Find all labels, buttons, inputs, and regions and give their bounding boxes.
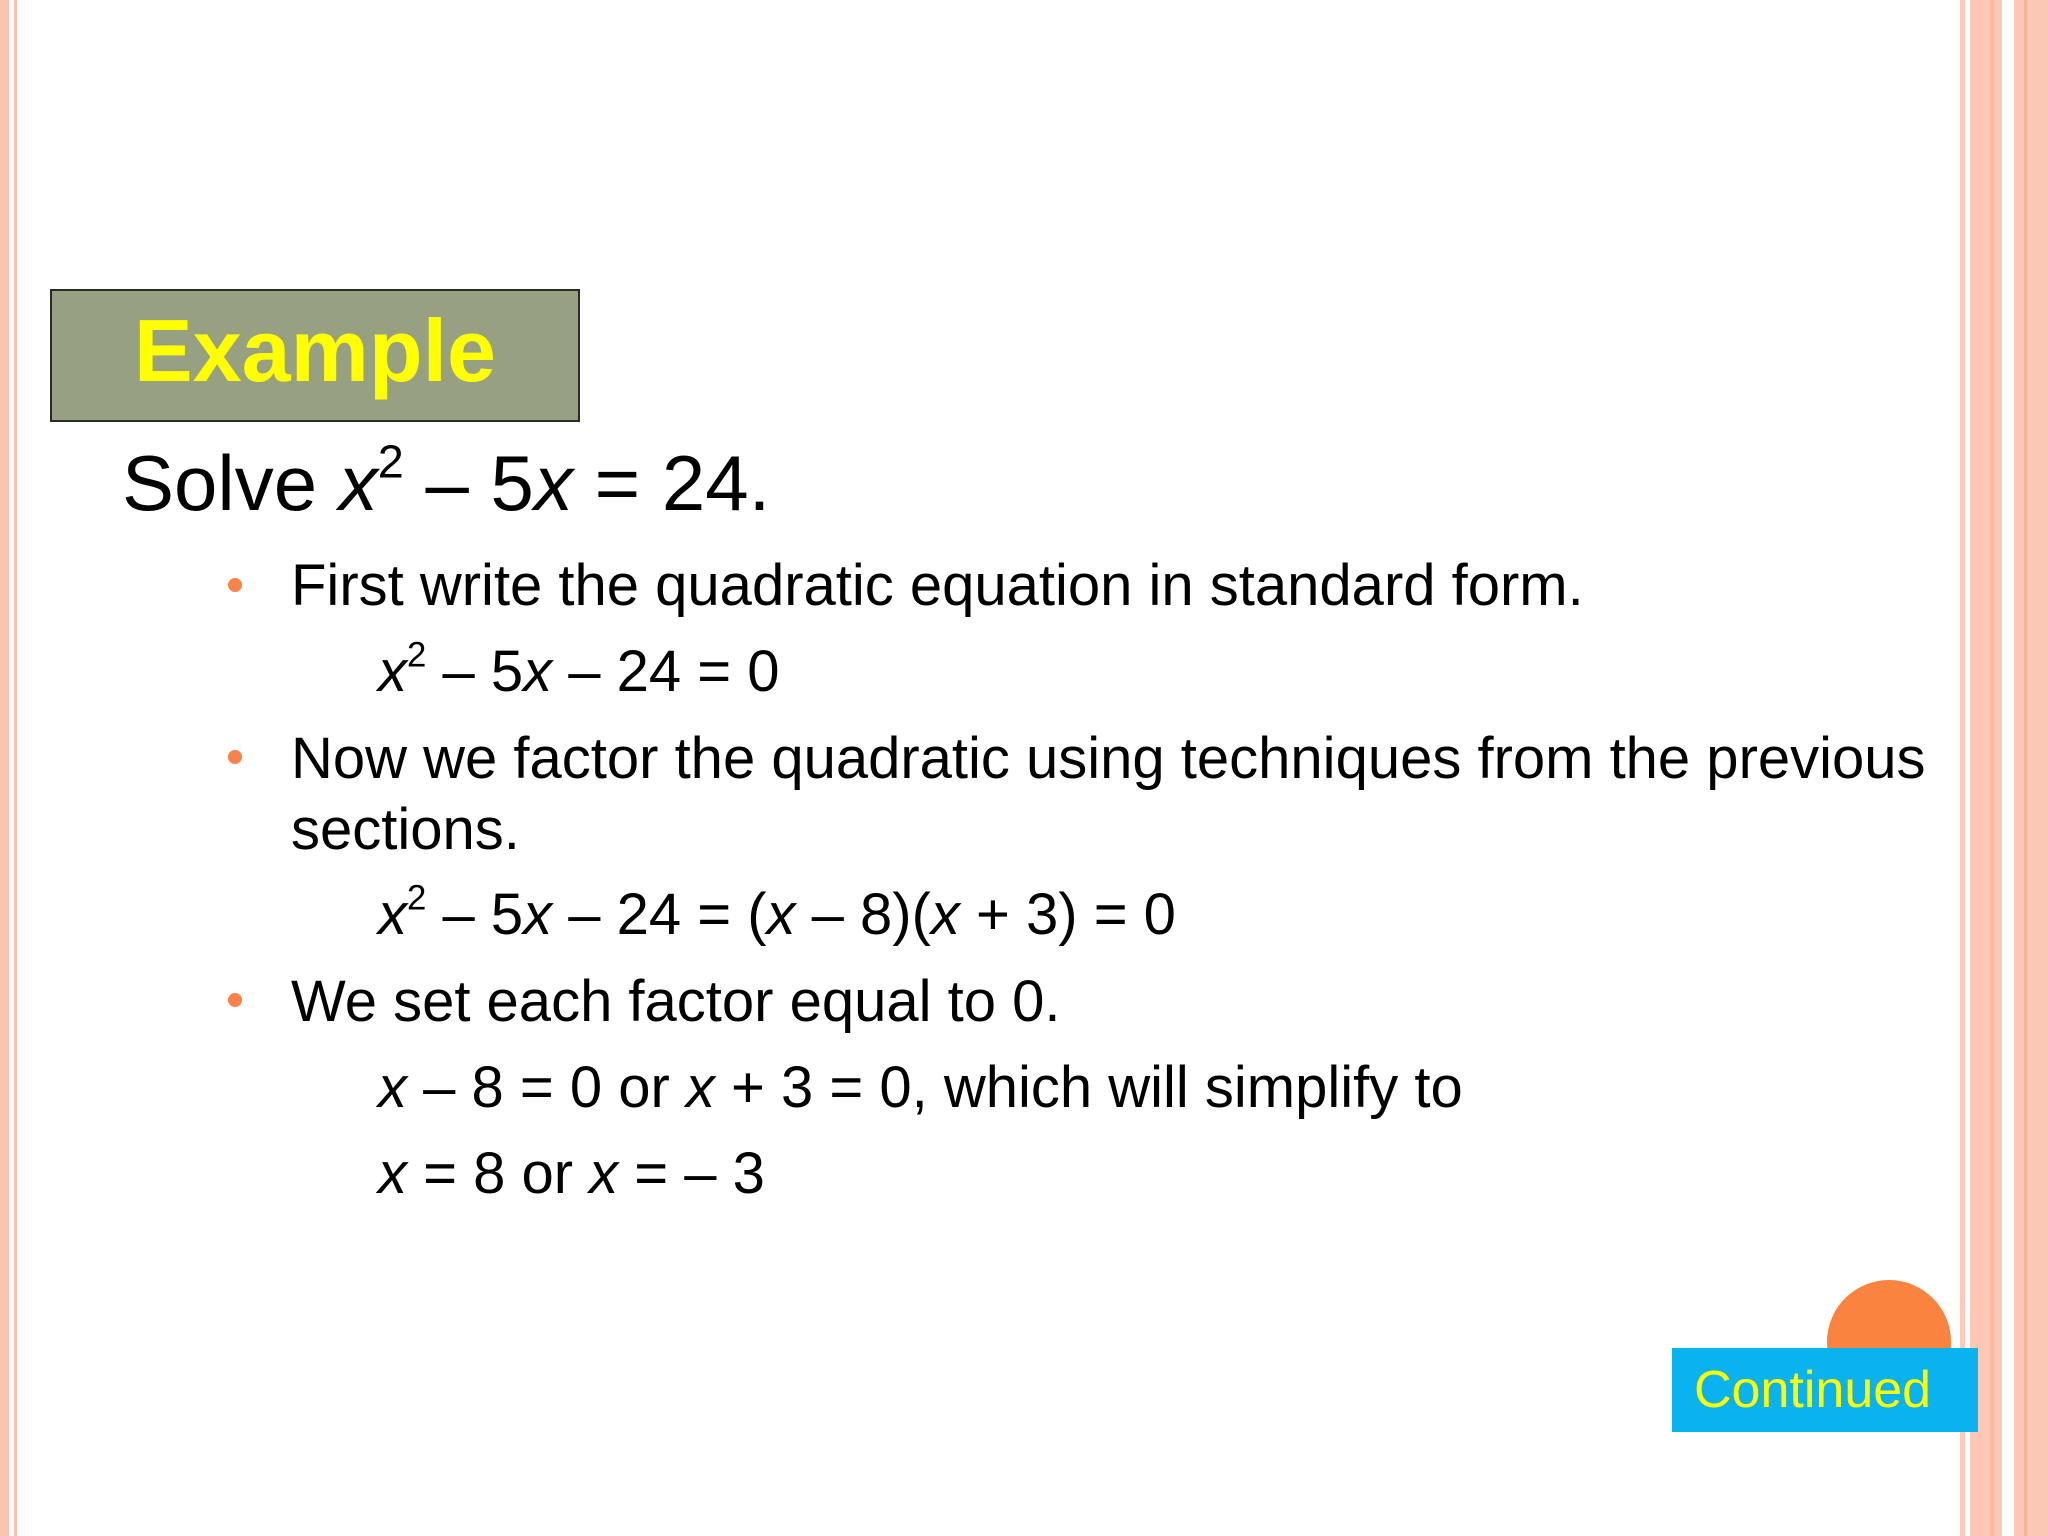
example-heading-box bbox=[50, 289, 580, 422]
example-heading: Example bbox=[134, 301, 496, 400]
bullet-marker bbox=[228, 750, 242, 764]
equation-solution: x = 8 or x = – 3 bbox=[378, 1141, 765, 1206]
right-border-stripe-accent bbox=[1990, 0, 1994, 1536]
left-border-stripe-thin bbox=[14, 0, 17, 1536]
problem-rest-1: – 5 bbox=[403, 439, 534, 527]
right-border-stripe bbox=[1970, 0, 2002, 1536]
bullet-text-1: First write the quadratic equation in standard form. bbox=[291, 553, 1584, 618]
problem-rest-2: = 24. bbox=[572, 439, 771, 527]
right-border-stripe-outer bbox=[2014, 0, 2048, 1536]
right-border-stripe-accent-outer bbox=[2024, 0, 2027, 1536]
problem-var: x bbox=[338, 439, 378, 527]
bullet-text-2-line-2: sections. bbox=[291, 797, 520, 862]
equation-standard-form: $x^2 - 5x - 24 = 0$ bbox=[378, 635, 780, 704]
bullet-marker bbox=[228, 578, 242, 592]
continued-label: Continued bbox=[1694, 1361, 1932, 1419]
problem-var-2: x bbox=[533, 439, 573, 527]
continued-button[interactable] bbox=[1672, 1348, 1978, 1432]
bullet-text-3: We set each factor equal to 0. bbox=[291, 969, 1061, 1034]
problem-prefix: Solve bbox=[122, 439, 339, 527]
bullet-text-2-line-1: Now we factor the quadratic using techniques from the previous bbox=[291, 726, 1926, 791]
problem-statement bbox=[122, 435, 771, 527]
right-border-stripe-thin bbox=[1960, 0, 1965, 1536]
problem-exponent: 2 bbox=[377, 435, 404, 488]
equation-factored: $x^2 - 5x - 24 = (x - 8)(x + 3) = 0$ bbox=[378, 878, 1176, 947]
bullet-marker bbox=[228, 993, 242, 1007]
equation-set-zero: x – 8 = 0 or x + 3 = 0, which will simplify to bbox=[378, 1055, 1463, 1120]
left-border-stripe bbox=[0, 0, 9, 1536]
